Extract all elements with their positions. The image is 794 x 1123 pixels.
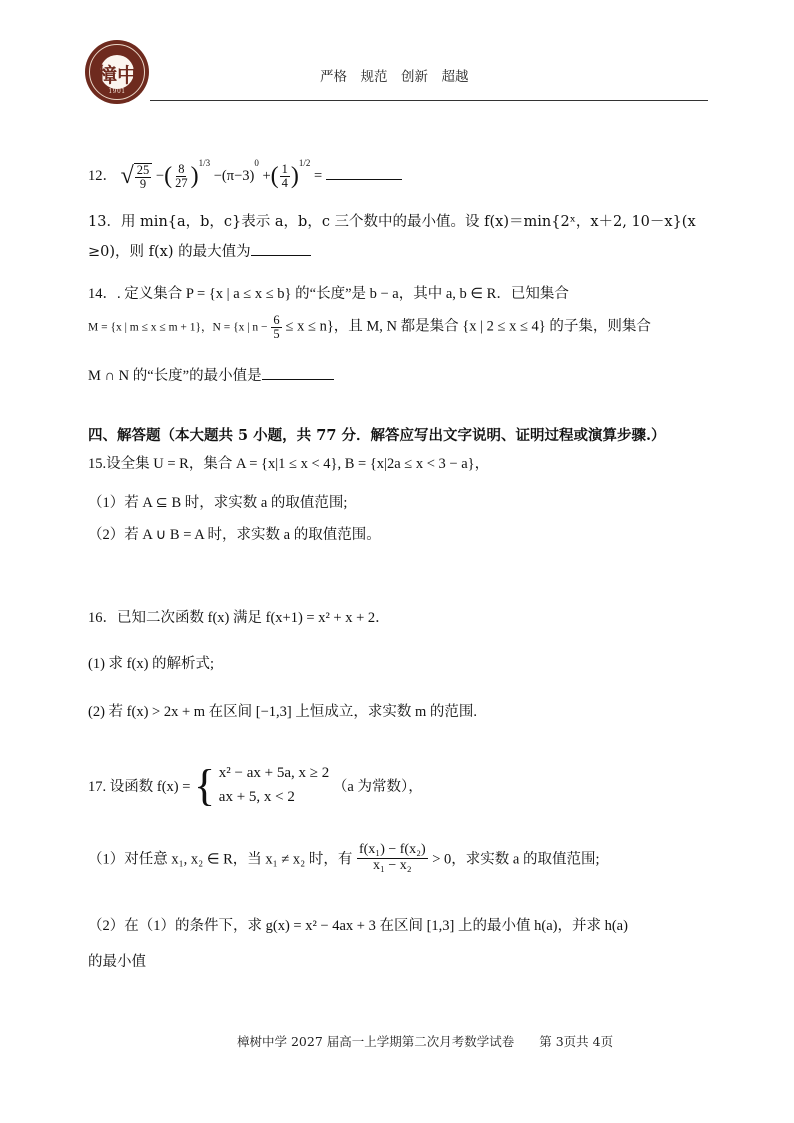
question-15-part-1: （1）若 A ⊆ B 时，求实数 a 的取值范围; <box>88 495 348 511</box>
q12-equals: = <box>314 168 323 184</box>
q13-answer-blank <box>251 255 311 256</box>
page-footer: 樟树中学 2027 届高一上学期第二次月考数学试卷 第 3页共 4页 <box>237 1034 614 1049</box>
question-14-line-1: 14．. 定义集合 P = {x | a ≤ x ≤ b} 的“长度”是 b − a，其中 a, b ∈ R．已知集合 <box>88 286 569 302</box>
question-17-part-2-line-1: （2）在（1）的条件下，求 g(x) = x² − 4ax + 3 在区间 [1,3] 上的最小值 h(a)，并求 h(a) <box>88 918 628 934</box>
question-16-part-1: (1) 求 f(x) 的解析式; <box>88 656 215 672</box>
q12-fraction-2: $\frac{1}{4}$ <box>281 162 288 191</box>
q12-fraction-1: $\frac{8}{27}$ <box>175 162 188 191</box>
question-17-stem: 17. 设函数 f(x) = { x² − ax + 5a, x ≥ 2 ax + 5, x < 2 （a 为常数）， <box>88 761 423 810</box>
question-16-part-2: (2) 若 f(x) > 2x + m 在区间 [−1,3] 上恒成立，求实数 m 的范围. <box>88 704 478 720</box>
question-16-stem: 16．已知二次函数 f(x) 满足 f(x+1) = x² + x + 2． <box>88 610 390 626</box>
question-13-line-1: 13．用 min{a，b，c}表示 a，b，c 三个数中的最小值。设 f(x)＝min{2ˣ，x＋2, 10－x}(x <box>88 214 696 230</box>
header-motto: 严格 规范 创新 超越 <box>320 69 469 85</box>
logo-text: 樟中 <box>97 63 137 87</box>
q12-answer-blank <box>326 179 402 180</box>
question-14-line-3: M ∩ N 的“长度”的最小值是 <box>88 364 334 385</box>
piecewise-brace: { <box>194 761 216 810</box>
q17-difference-quotient: $\frac{\text{f(x₁) − f(x₂)}}{\text{x₁ − x₂}}$ <box>358 842 426 873</box>
q12-number: 12． <box>88 168 117 184</box>
q14-fraction: $\frac{6}{5}$ <box>273 313 280 342</box>
school-logo <box>85 40 149 104</box>
q17-note: （a 为常数）， <box>332 779 423 795</box>
q12-exponent-1: 1/3 <box>198 158 211 168</box>
case-1: x² − ax + 5a, x ≥ 2 <box>218 765 330 782</box>
case-2: ax + 5, x < 2 <box>218 788 295 805</box>
q12-sqrt-fraction: $\frac{25}{9}$ <box>136 162 150 191</box>
question-13-line-2: ≥0)，则 f(x) 的最大值为 <box>88 240 311 261</box>
section-4-title: 四、解答题（本大题共 5 小题，共 77 分．解答应写出文字说明、证明过程或演算步骤.） <box>88 427 666 444</box>
header-divider <box>150 100 708 101</box>
logo-year: 1901 <box>108 88 126 95</box>
q12-pi-term: −(π−3) <box>213 168 255 184</box>
sqrt-symbol: √ <box>120 163 134 190</box>
q12-exponent-0: 0 <box>254 158 259 168</box>
q14-answer-blank <box>262 379 334 380</box>
piecewise-cases <box>219 762 329 809</box>
question-15-stem: 15.设全集 U = R，集合 A = {x|1 ≤ x < 4}, B = {x|2a ≤ x < 3 − a}， <box>88 456 490 472</box>
q12-exponent-2: 1/2 <box>298 158 311 168</box>
question-17-part-2-line-2: 的最小值 <box>88 954 146 970</box>
question-14-line-2: M = {x | m ≤ x ≤ m + 1}，N = {x | n − $\frac{6}{5}$ ≤ x ≤ n}，且 M, N 都是集合 {x | 2 ≤ x ≤ 4} 的子集，则集合 <box>88 313 651 342</box>
question-12: 12． √ $\frac{25}{9}$ −( $\frac{8}{27}$ )$^{1/3} -(\pi-3)^0$ +( $\frac{1}{4}$ )$^{1/2}$ = <box>88 158 402 191</box>
question-15-part-2: （2）若 A ∪ B = A 时，求实数 a 的取值范围。 <box>88 527 381 543</box>
question-17-part-1: （1）对任意 x₁, x₂ ∈ R，当 x₁ ≠ x₂ 时，有 $\frac{\text{f(x₁) − f(x₂)}}{\text{x₁ − x₂}}$ > 0，求实数 a 的取值范围; <box>88 842 600 873</box>
